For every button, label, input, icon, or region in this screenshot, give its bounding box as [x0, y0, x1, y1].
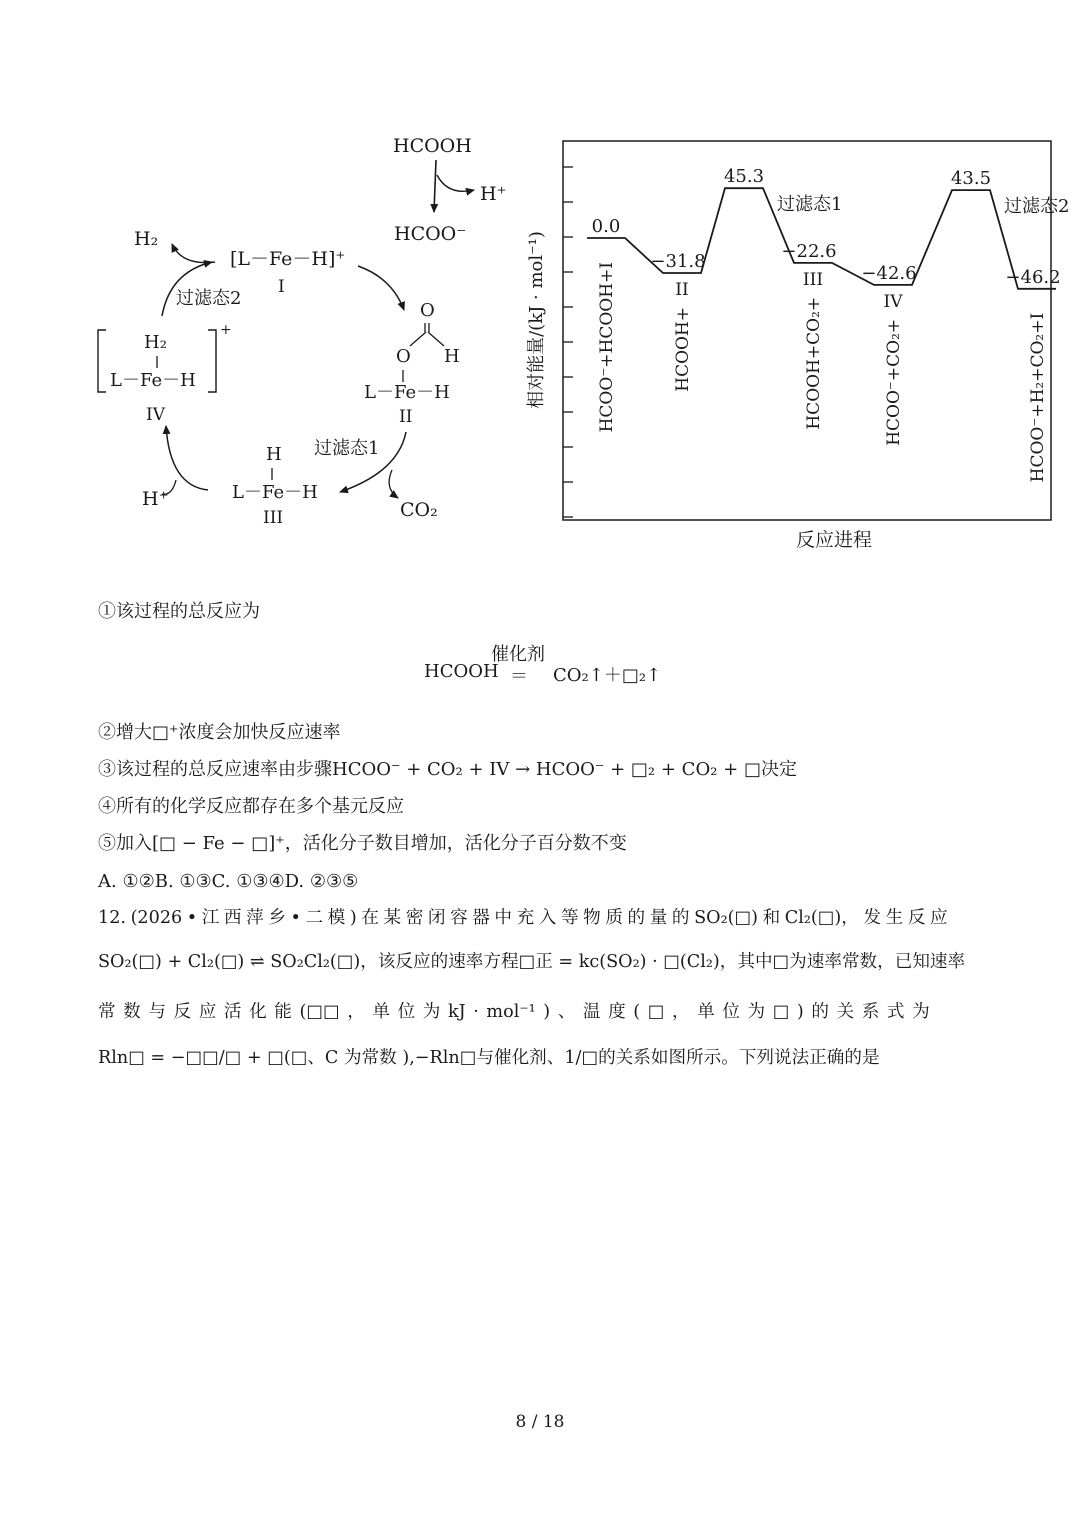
level-value-label: 43.5	[950, 168, 992, 190]
species-II-O-top: O	[420, 300, 435, 321]
statement-4: ④所有的化学反应都存在多个基元反应	[98, 796, 404, 817]
y-axis-ticks	[563, 167, 573, 517]
level-value-label: −31.8	[650, 250, 706, 272]
level-value-label: −22.6	[781, 240, 837, 262]
intermediate-roman-label: IV	[883, 291, 903, 312]
transition-state-label: 过滤态2	[1004, 196, 1070, 218]
species-IV-core: L－Fe－H	[110, 370, 196, 391]
problem-12-line-4: Rln□ = −□□/□ + □(□、C 为常数 ),−Rln□与催化剂、1/□的关系如图所示。下列说法正确的是	[98, 1048, 880, 1068]
problem-12-line-2: SO₂(□) + Cl₂(□) ⇌ SO₂Cl₂(□)，该反应的速率方程□正 = kc(SO₂) · □(Cl₂)，其中□为速率常数，已知速率	[98, 952, 966, 972]
species-III-core: L－Fe－H	[232, 482, 318, 503]
cycle-h2-out: H₂	[134, 228, 159, 250]
problem-12-line-1: 12. (2026 • 江 西 萍 乡 • 二 模 ) 在 某 密 闭 容 器 中 充 入 等 物 质 的 量 的 SO₂(□) 和 Cl₂(□)， 发 生 反 应	[98, 908, 948, 928]
species-I-label: I	[278, 277, 285, 297]
energy-profile-chart	[520, 130, 1080, 560]
species-IV-h2: H₂	[144, 332, 167, 353]
level-value-label: 45.3	[723, 166, 765, 188]
cycle-co2-out: CO₂	[400, 499, 438, 521]
species-III-H: H	[266, 444, 282, 465]
equation-right: CO₂↑＋□₂↑	[553, 665, 662, 686]
cycle-hcoo-minus: HCOO⁻	[394, 223, 467, 245]
cycle-ts1-label: 过滤态1	[314, 438, 380, 459]
equation-left: HCOOH	[424, 661, 499, 682]
species-vertical-label: HCOO⁻+H₂+CO₂+I	[1028, 312, 1048, 483]
species-III-label: III	[263, 508, 284, 528]
answer-options: A. ①②B. ①③C. ①③④D. ②③⑤	[98, 871, 359, 892]
species-II-core: L－Fe－H	[364, 382, 450, 403]
species-I: [L－Fe－H]⁺	[230, 248, 346, 270]
species-II-label: II	[399, 407, 413, 427]
species-IV-label: IV	[146, 405, 165, 425]
species-II-H: H	[444, 346, 460, 367]
species-vertical-label: HCOOH+	[673, 306, 693, 392]
species-II-O: O	[396, 346, 411, 367]
catalytic-cycle-diagram	[0, 120, 560, 540]
cycle-h-plus-bottom: H⁺	[142, 488, 169, 510]
chart-x-axis-label: 反应进程	[795, 529, 873, 551]
species-IV-charge: +	[220, 322, 232, 338]
level-value-label: 0.0	[591, 216, 621, 237]
statement-3: ③该过程的总反应速率由步骤HCOO⁻ + CO₂ + IV → HCOO⁻ + □₂ + CO₂ + □决定	[98, 759, 797, 780]
statement-5: ⑤加入[□ − Fe − □]⁺，活化分子数目增加，活化分子百分数不变	[98, 833, 627, 854]
cycle-hcooh-top: HCOOH	[393, 135, 472, 157]
cycle-h-plus-top: H⁺	[480, 183, 507, 205]
equation-arrow: ＝	[510, 666, 528, 687]
level-value-label: −46.2	[1005, 266, 1061, 288]
intermediate-roman-label: III	[802, 269, 824, 290]
transition-state-label: 过滤态1	[777, 194, 843, 216]
catalyst-label: 催化剂	[491, 644, 545, 665]
cycle-ts2-label: 过滤态2	[176, 288, 242, 309]
statement-1: ①该过程的总反应为	[98, 601, 260, 622]
problem-12-line-3: 常 数 与 反 应 活 化 能 (□□ ， 单 位 为 kJ · mol⁻¹ ) 、 温 度 ( □ ， 单 位 为 □ ) 的 关 系 式 为	[98, 1002, 930, 1022]
species-vertical-label: HCOOH+CO₂+	[804, 296, 824, 430]
statement-2: ②增大□⁺浓度会加快反应速率	[98, 722, 341, 743]
species-vertical-label: HCOO⁻+HCOOH+I	[597, 262, 617, 433]
intermediate-roman-label: II	[675, 279, 689, 300]
level-value-label: −42.6	[861, 262, 917, 284]
page-number: 8 / 18	[515, 1412, 565, 1432]
chart-y-axis-label: 相对能量/(kJ · mol⁻¹)	[526, 231, 547, 409]
species-vertical-label: HCOO⁻+CO₂+	[884, 318, 904, 446]
